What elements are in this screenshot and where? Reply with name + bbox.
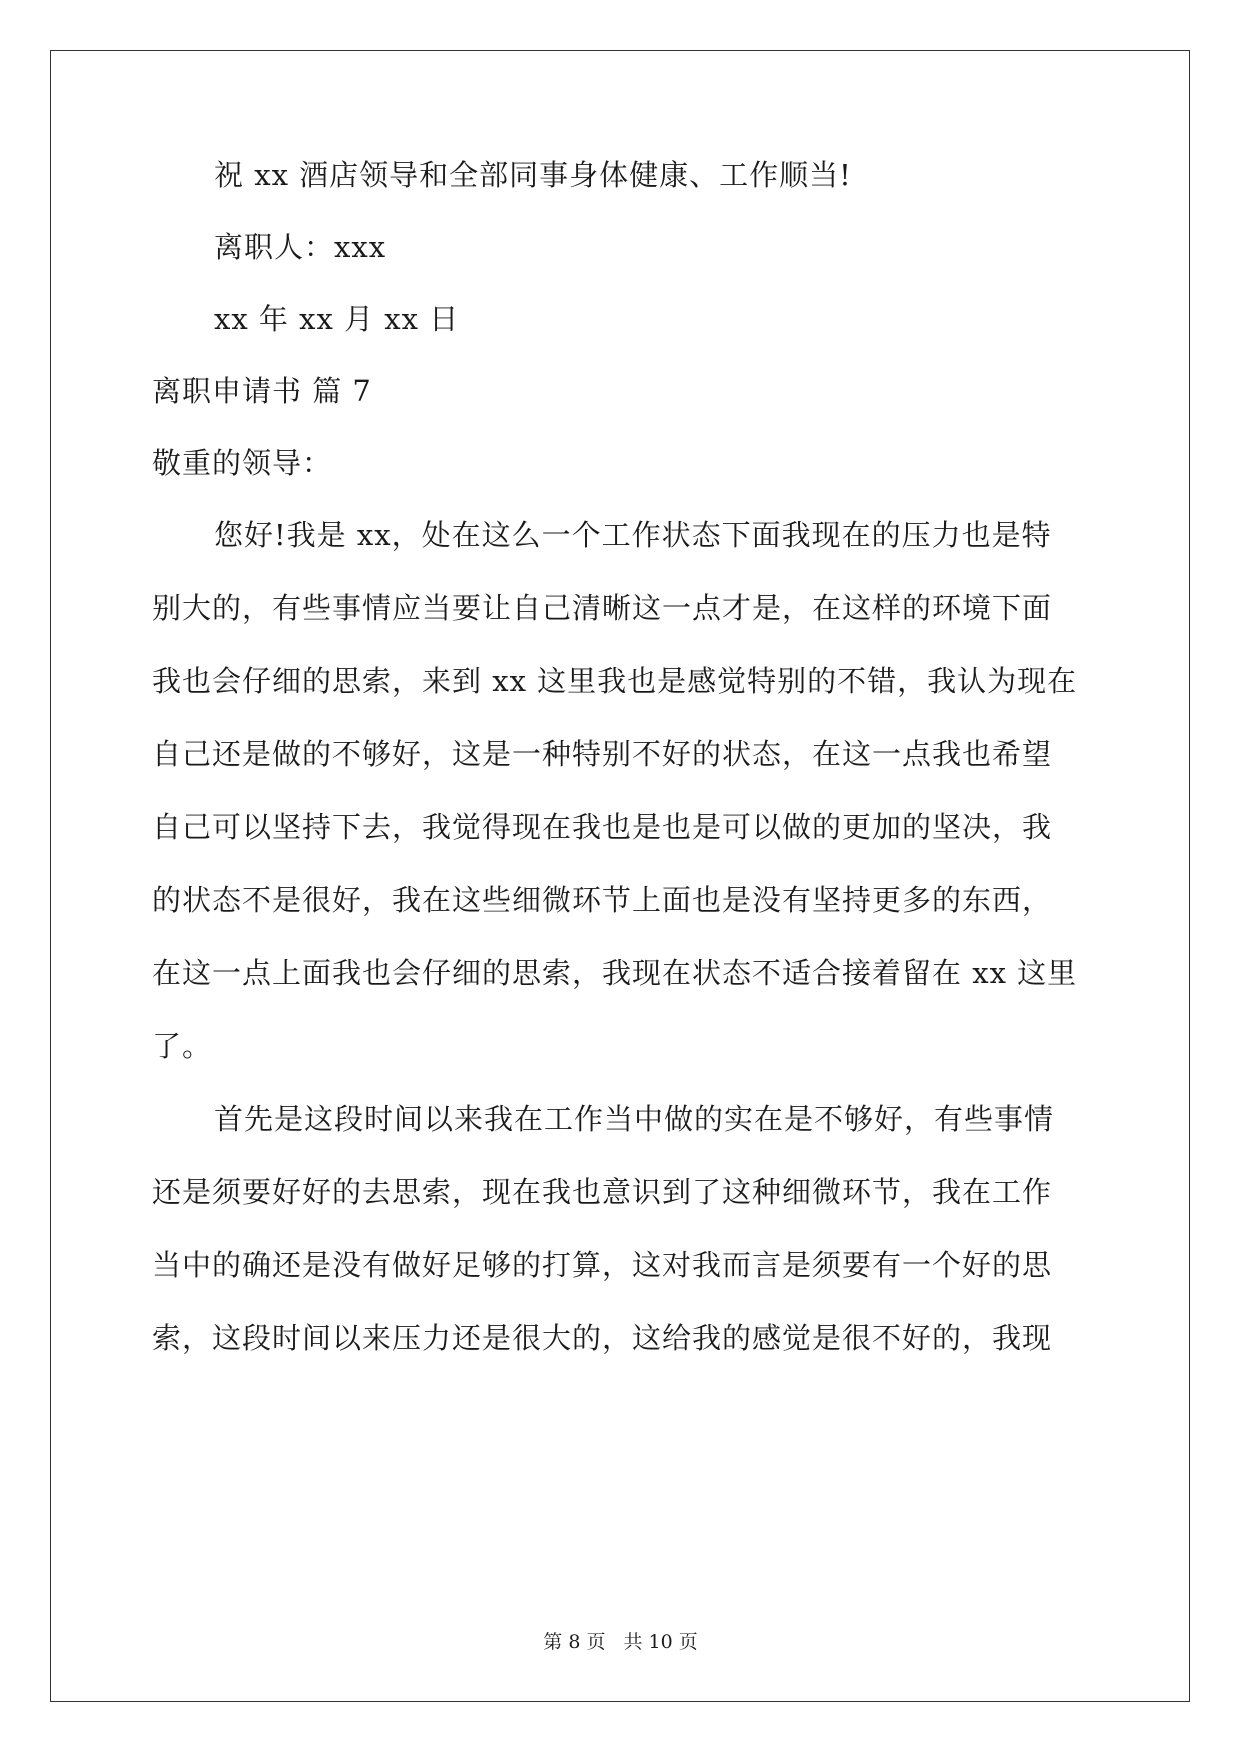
- page-border: [50, 50, 1190, 1702]
- paragraph-line: 当中的确还是没有做好足够的打算，这对我而言是须要有一个好的思: [152, 1248, 1053, 1282]
- page-total: 共 10 页: [623, 1631, 698, 1653]
- paragraph-line: 我也会仔细的思索，来到 xx 这里我也是感觉特别的不错，我认为现在: [152, 664, 1078, 698]
- page-footer: [0, 1628, 1241, 1656]
- paragraph-line: 了。: [152, 1029, 213, 1063]
- paragraph-line: 在这一点上面我也会仔细的思索，我现在状态不适合接着留在 xx 这里: [152, 956, 1078, 990]
- paragraph-line: 的状态不是很好，我在这些细微环节上面也是没有坚持更多的东西，: [152, 883, 1053, 917]
- paragraph-line: 首先是这段时间以来我在工作当中做的实在是不够好，有些事情: [214, 1102, 1055, 1136]
- signature-date: xx 年 xx 月 xx 日: [214, 302, 460, 336]
- page-number: 第 8 页: [543, 1631, 606, 1653]
- paragraph-line: 别大的，有些事情应当要让自己清晰这一点才是，在这样的环境下面: [152, 591, 1053, 625]
- salutation: 敬重的领导：: [152, 446, 333, 480]
- paragraph-line: 还是须要好好的去思索，现在我也意识到了这种细微环节，我在工作: [152, 1175, 1053, 1209]
- paragraph-line: 索，这段时间以来压力还是很大的，这给我的感觉是很不好的，我现: [152, 1321, 1053, 1355]
- paragraph-line: 自己还是做的不够好，这是一种特别不好的状态，在这一点我也希望: [152, 737, 1053, 771]
- section-heading: 离职申请书 篇 7: [152, 374, 372, 408]
- closing-wish: 祝 xx 酒店领导和全部同事身体健康、工作顺当!: [214, 158, 852, 192]
- resigner-name: 离职人：xxx: [214, 230, 387, 264]
- paragraph-line: 您好!我是 xx，处在这么一个工作状态下面我现在的压力也是特: [214, 518, 1052, 552]
- paragraph-line: 自己可以坚持下去，我觉得现在我也是也是可以做的更加的坚决，我: [152, 810, 1053, 844]
